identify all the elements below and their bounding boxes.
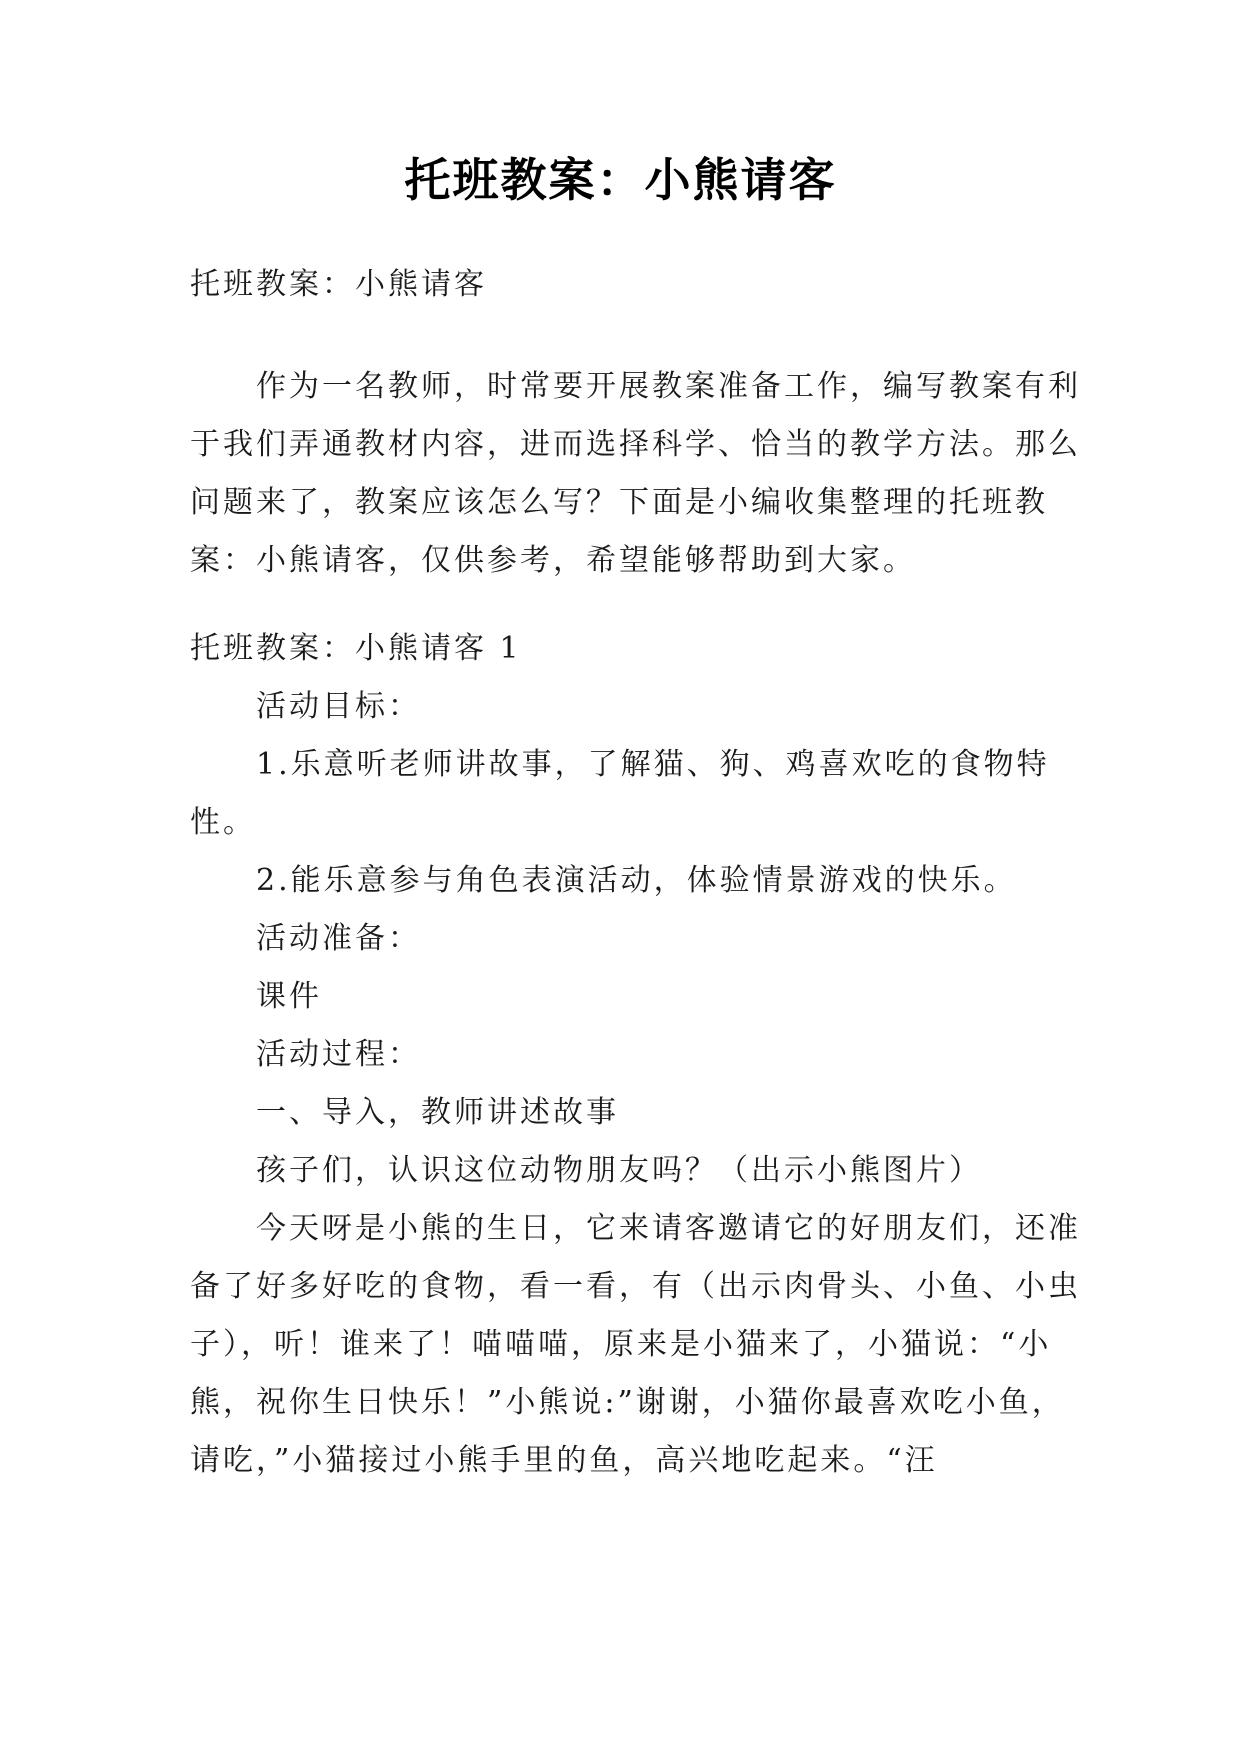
prep-item: 课件 (256, 979, 322, 1014)
goal-item-2: 2.能乐意参与角色表演活动，体验情景游戏的快乐。 (256, 863, 1017, 898)
story-question: 孩子们，认识这位动物朋友吗？（出示小熊图片） (256, 1153, 982, 1188)
section-1 (190, 620, 1090, 1490)
intro-section (190, 358, 1090, 590)
process-step-1: 一、导入，教师讲述故事 (256, 1095, 619, 1130)
intro-paragraph: 作为一名教师，时常要开展教案准备工作，编写教案有利于我们弄通教材内容，进而选择科学、恰当的教学方法。那么问题来了，教案应该怎么写？下面是小编收集整理的托班教案：小熊请客，仅供参考，希望能够帮助到大家。 (190, 369, 1081, 578)
subtitle-text: 托班教案：小熊请客 (190, 267, 487, 302)
document-title: 托班教案：小熊请客 (404, 153, 837, 207)
document-subtitle (190, 256, 1090, 314)
goal-item-1: 1.乐意听老师讲故事，了解猫、狗、鸡喜欢吃的食物特性。 (190, 747, 1050, 840)
section-1-title: 托班教案：小熊请客 1 (190, 631, 522, 666)
goal-heading: 活动目标： (256, 689, 421, 724)
process-heading: 活动过程： (256, 1037, 421, 1072)
story-paragraph: 今天呀是小熊的生日，它来请客邀请它的好朋友们，还准备了好多好吃的食物，看一看，有（出示肉骨头、小鱼、小虫子），听！谁来了！喵喵喵，原来是小猫来了，小猫说：“小熊，祝你生日快乐！”小熊说:”谢谢，小猫你最喜欢吃小鱼，请吃，”小猫接过小熊手里的鱼，高兴地吃起来。“汪 (190, 1211, 1081, 1478)
prep-heading: 活动准备： (256, 921, 421, 956)
